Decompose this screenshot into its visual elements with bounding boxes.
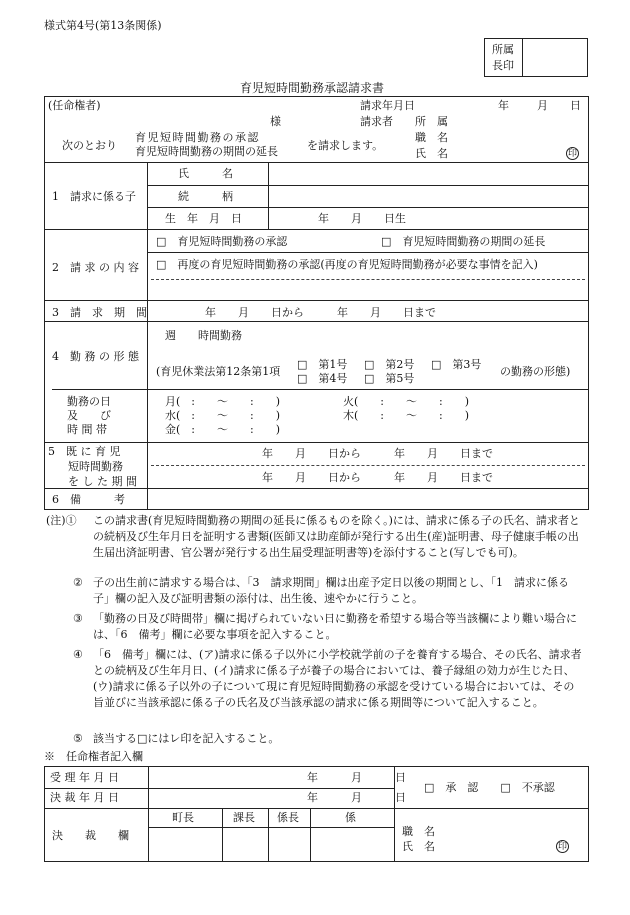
post-label: 職 名 — [415, 131, 448, 144]
note-5: 該当する□にはレ印を記入すること。 — [93, 732, 280, 745]
sec3-period[interactable]: 年 月 日から 年 月 日まで — [205, 306, 436, 319]
tuesday-hours[interactable]: 火( : 〜 : ) — [343, 395, 469, 408]
seal-mark: 印 — [567, 149, 577, 159]
wednesday-hours[interactable]: 水( : 〜 : ) — [165, 409, 280, 422]
sec5-period-2[interactable]: 年 月 日から 年 月 日まで — [262, 471, 493, 484]
sec2-option-extension[interactable]: □ 育児短時間勤務の期間の延長 — [381, 235, 546, 248]
request-suffix: を請求します。 — [307, 139, 384, 152]
note-4-num: ④ — [73, 648, 83, 661]
clause-1-checkbox[interactable]: □ 第1号 — [297, 358, 348, 371]
intro-text: 次のとおり — [62, 139, 117, 152]
note-3: 「勤務の日及び時間帯」欄に掲げられていない日に勤務を希望する場合等当該欄により難い場合には、「6 備考」欄に必要な事項を記入すること。 — [93, 612, 577, 641]
weekly-hours[interactable]: 週 時間勤務 — [165, 329, 242, 342]
form-number: 様式第4号(第13条関係) — [44, 19, 162, 32]
clause-5-checkbox[interactable]: □ 第5号 — [364, 372, 415, 385]
sec2-option-reapproval[interactable]: □ 再度の育児短時間勤務の承認(再度の育児短時間勤務が必要な事情を記入) — [156, 258, 538, 271]
note-3-num: ③ — [73, 612, 83, 625]
received-date-value[interactable]: 年 月 日 — [307, 771, 406, 784]
stamp-box-label-1: 所属 — [492, 43, 514, 56]
option-approval: 育児短時間勤務の承認 — [135, 131, 260, 144]
sama-label: 様 — [270, 115, 281, 128]
clause-3-checkbox[interactable]: □ 第3号 — [431, 358, 482, 371]
appointer-label: (任命権者) — [48, 99, 101, 112]
note-2-num: ② — [73, 576, 83, 589]
work-form-suffix: の勤務の形態) — [500, 365, 571, 378]
kessai-label: 決 裁 欄 — [52, 829, 129, 842]
decided-date-label: 決 裁 年 月 日 — [50, 791, 119, 804]
approver-name-label: 氏 名 — [402, 840, 435, 853]
notes-head: (注)① — [46, 514, 77, 527]
friday-hours[interactable]: 金( : 〜 : ) — [165, 423, 280, 436]
approver-seal-mark: 印 — [557, 842, 567, 852]
thursday-hours[interactable]: 木( : 〜 : ) — [343, 409, 469, 422]
sec4-label: 4 勤 務 の 形 態 — [52, 350, 139, 363]
sec6-label: 6 備 考 — [52, 493, 125, 506]
page-title: 育児短時間勤務承認請求書 — [240, 81, 385, 95]
child-birth-label: 生 年 月 日 — [165, 212, 242, 225]
affiliation-label: 所 属 — [415, 115, 448, 128]
child-birth-value[interactable]: 年 月 日生 — [318, 212, 406, 225]
note-2: 子の出生前に請求する場合は、「3 請求期間」欄は出産予定日以後の期間とし、「1 請求に係る子」欄の記入及び証明書類の添付は、出生後、速やかに行うこと。 — [93, 576, 569, 605]
decided-date-value[interactable]: 年 月 日 — [307, 791, 406, 804]
sec2-option-approval[interactable]: □ 育児短時間勤務の承認 — [156, 235, 288, 248]
note-4: 「6 備考」欄には、(ア)請求に係る子以外に小学校就学前の子を養育する場合、その氏名、請求者との続柄及び生年月日、(イ)請求に係る子が養子の場合においては、養子縁組の効力が生じた日、(ウ)請求に係る子以外の子について現に育児短時間勤務の承認を受けている場合においては、その旨並びに当該承認に係る子の氏名及び当該承認の請求に係る期間等について記入すること。 — [93, 648, 582, 709]
monday-hours[interactable]: 月( : 〜 : ) — [165, 395, 280, 408]
note-1: この請求書(育児短時間勤務の期間の延長に係るものを除く。)には、請求に係る子の氏名、請求者との続柄及び生年月日を証明する書類(医師又は助産師が発行する出生(産)証明書、母子健康手帳の出生届出済証明書、官公署が発行する出生届受理証明書等)を添付すること(写しでも可)。 — [93, 514, 580, 559]
sec5-label-3: を し た 期 間 — [68, 475, 137, 488]
sec5-label-2: 短時間勤務 — [68, 460, 123, 473]
received-date-label: 受 理 年 月 日 — [50, 771, 119, 784]
staff-stamp-label: 係 — [345, 811, 356, 824]
approver-post-label: 職 名 — [402, 825, 435, 838]
chief-stamp-label: 町長 — [172, 811, 194, 824]
days-label-1: 勤務の日 — [67, 395, 111, 408]
sec5-label-1: 5 既 に 育 児 — [48, 445, 121, 458]
section-chief-stamp-label: 課長 — [233, 811, 255, 824]
requester-label: 請求者 — [360, 115, 393, 128]
name-label: 氏 名 — [415, 147, 448, 160]
request-day[interactable]: 日 — [570, 99, 581, 112]
appointer-section-title: ※ 任命権者記入欄 — [44, 750, 143, 763]
option-extension: 育児短時間勤務の期間の延長 — [135, 145, 278, 158]
clause-2-checkbox[interactable]: □ 第2号 — [364, 358, 415, 371]
request-month[interactable]: 月 — [537, 99, 548, 112]
clause-4-checkbox[interactable]: □ 第4号 — [297, 372, 348, 385]
days-label-2: 及 び — [67, 409, 111, 422]
sec3-label: 3 請 求 期 間 — [52, 306, 147, 319]
note-5-num: ⑤ — [73, 732, 83, 745]
request-date-label: 請求年月日 — [360, 99, 415, 112]
child-relation-label: 続 柄 — [178, 190, 233, 203]
days-label-3: 時 間 帯 — [67, 423, 107, 436]
law-reference: (育児休業法第12条第1項 — [156, 365, 281, 378]
unit-chief-stamp-label: 係長 — [277, 811, 299, 824]
sec2-label: 2 請 求 の 内 容 — [52, 261, 139, 274]
stamp-box-label-2: 長印 — [492, 59, 514, 72]
child-name-label: 氏 名 — [178, 167, 233, 180]
request-year[interactable]: 年 — [498, 99, 509, 112]
sec1-label: 1 請求に係る子 — [52, 190, 136, 203]
sec5-period-1[interactable]: 年 月 日から 年 月 日まで — [262, 447, 493, 460]
approval-checkboxes[interactable]: □ 承 認 □ 不承認 — [424, 781, 555, 794]
